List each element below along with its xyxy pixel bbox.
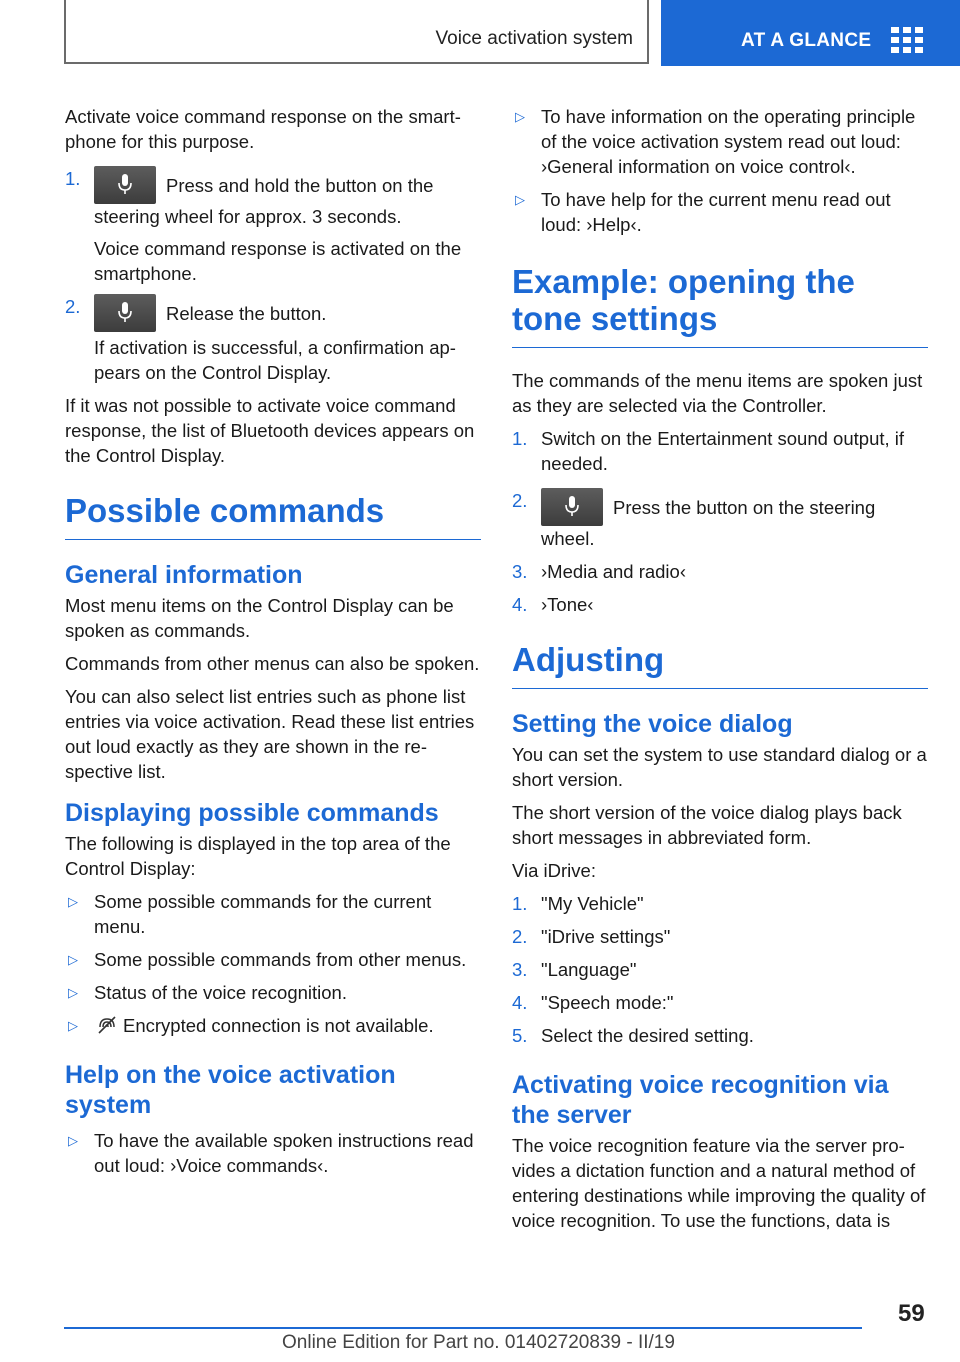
- step-number: 3.: [512, 561, 528, 582]
- step-text: Press and hold the button on the steering wheel for approx. 3 seconds.: [94, 175, 434, 227]
- list-item: [512, 924, 928, 949]
- list-item: [512, 957, 928, 982]
- list-item: [512, 104, 928, 179]
- heading-general-information: General information: [65, 561, 303, 589]
- encryption-unavailable-icon: [96, 1015, 118, 1035]
- footer-divider: [64, 1327, 862, 1329]
- bullet-triangle-icon: ▷: [68, 952, 78, 967]
- list-item: [65, 889, 481, 939]
- list-item: [512, 990, 928, 1015]
- list-item: [65, 980, 481, 1005]
- list-item-text: To have information on the operating principle of the voice activation system read out loud: ›General information on voice control‹.: [541, 106, 916, 177]
- microphone-button-icon: [94, 294, 156, 332]
- step-text: ›Media and radio‹: [541, 561, 686, 582]
- step-number: 4.: [512, 594, 528, 615]
- paragraph: You can also select list entries such as phone list entries via voice activation. Read these list entries out loud exactly as they are shown in the respective list.: [65, 686, 475, 782]
- step-number: 5.: [512, 1025, 528, 1046]
- microphone-button-icon: [541, 488, 603, 526]
- list-item: [65, 1013, 481, 1038]
- step-text: "Language": [541, 959, 637, 980]
- paragraph: The short version of the voice dialog plays back short messages in abbreviated form.: [512, 802, 902, 848]
- footer-edition: Online Edition for Part no. 01402720839 - II/19: [282, 1332, 675, 1353]
- list-item: [65, 166, 481, 286]
- bullet-triangle-icon: ▷: [515, 109, 525, 124]
- paragraph: The following is displayed in the top area of the Control Display:: [65, 833, 451, 879]
- step-text: ›Tone‹: [541, 594, 594, 615]
- step-number: 1.: [512, 428, 528, 449]
- intro-paragraph: Activate voice command response on the smartphone for this purpose.: [65, 106, 461, 152]
- bullet-triangle-icon: ▷: [68, 894, 78, 909]
- list-item: [65, 1128, 481, 1178]
- paragraph: You can set the system to use standard dialog or a short version.: [512, 744, 927, 790]
- fail-paragraph: If it was not possible to activate voice command response, the list of Bluetooth devices appears on the Control Display.: [65, 395, 475, 466]
- list-item-text: To have the available spoken instructions read out loud: ›Voice commands‹.: [94, 1130, 474, 1176]
- bullet-triangle-icon: ▷: [68, 985, 78, 1000]
- list-item: [512, 426, 928, 476]
- list-item-text: Encrypted connection is not available.: [123, 1015, 434, 1036]
- list-item: [512, 187, 928, 237]
- step-text: Select the desired setting.: [541, 1025, 754, 1046]
- heading-help: Help on the voice activation system: [65, 1061, 396, 1119]
- list-item-text: Some possible commands from other menus.: [94, 949, 467, 970]
- paragraph: Commands from other menus can also be spoken.: [65, 653, 480, 674]
- list-item: [512, 559, 928, 584]
- step-text: "Speech mode:": [541, 992, 674, 1013]
- section-title: Voice activation system: [435, 28, 633, 49]
- bullet-triangle-icon: ▷: [68, 1018, 78, 1033]
- step-number: 1.: [65, 168, 81, 189]
- step-number: 2.: [65, 296, 81, 317]
- list-item: [512, 1023, 928, 1048]
- paragraph: Most menu items on the Control Display can be spoken as commands.: [65, 595, 454, 641]
- heading-server-recognition: Activating voice recognition via the server: [512, 1071, 889, 1129]
- step-text: Press the button on the steering wheel.: [541, 497, 876, 549]
- step-text: Switch on the Entertainment sound output, if needed.: [541, 428, 905, 474]
- page-number: 59: [898, 1300, 925, 1327]
- paragraph: The voice recognition feature via the server provides a dictation function and a natural method of entering destinations while improving the quality of voice recognition. To use the functions, data is: [512, 1135, 926, 1231]
- heading-example: Example: opening the tone settings: [512, 263, 928, 348]
- chapter-label: AT A GLANCE: [741, 30, 872, 51]
- heading-possible-commands: Possible commands: [65, 492, 481, 540]
- step-number: 3.: [512, 959, 528, 980]
- list-item: [512, 592, 928, 617]
- heading-adjusting: Adjusting: [512, 641, 928, 689]
- bullet-triangle-icon: ▷: [515, 192, 525, 207]
- microphone-button-icon: [94, 166, 156, 204]
- paragraph: The commands of the menu items are spoken just as they are selected via the Controller.: [512, 370, 923, 416]
- list-item-text: To have help for the current menu read out loud: ›Help‹.: [541, 189, 891, 235]
- list-item-text: Some possible commands for the current menu.: [94, 891, 432, 937]
- step-number: 2.: [512, 490, 528, 511]
- heading-displaying-commands: Displaying possible commands: [65, 799, 439, 827]
- chapter-tab[interactable]: [661, 0, 960, 66]
- list-item: [512, 891, 928, 916]
- step-text: Release the button.: [166, 303, 327, 324]
- step-number: 2.: [512, 926, 528, 947]
- step-text: "iDrive settings": [541, 926, 671, 947]
- paragraph: Via iDrive:: [512, 860, 596, 881]
- step-number: 4.: [512, 992, 528, 1013]
- list-item: [65, 294, 481, 385]
- list-item: [65, 947, 481, 972]
- left-column: [65, 104, 481, 1186]
- heading-voice-dialog: Setting the voice dialog: [512, 710, 793, 738]
- grid-icon: [891, 27, 923, 53]
- step-note: Voice command response is activated on the smartphone.: [94, 238, 462, 284]
- step-text: "My Vehicle": [541, 893, 644, 914]
- step-note: If activation is successful, a confirmation appears on the Control Display.: [94, 337, 456, 383]
- list-item-text: Status of the voice recognition.: [94, 982, 347, 1003]
- right-column: [512, 104, 928, 1241]
- bullet-triangle-icon: ▷: [68, 1133, 78, 1148]
- header-section-box: [64, 0, 649, 64]
- list-item: [512, 488, 928, 551]
- step-number: 1.: [512, 893, 528, 914]
